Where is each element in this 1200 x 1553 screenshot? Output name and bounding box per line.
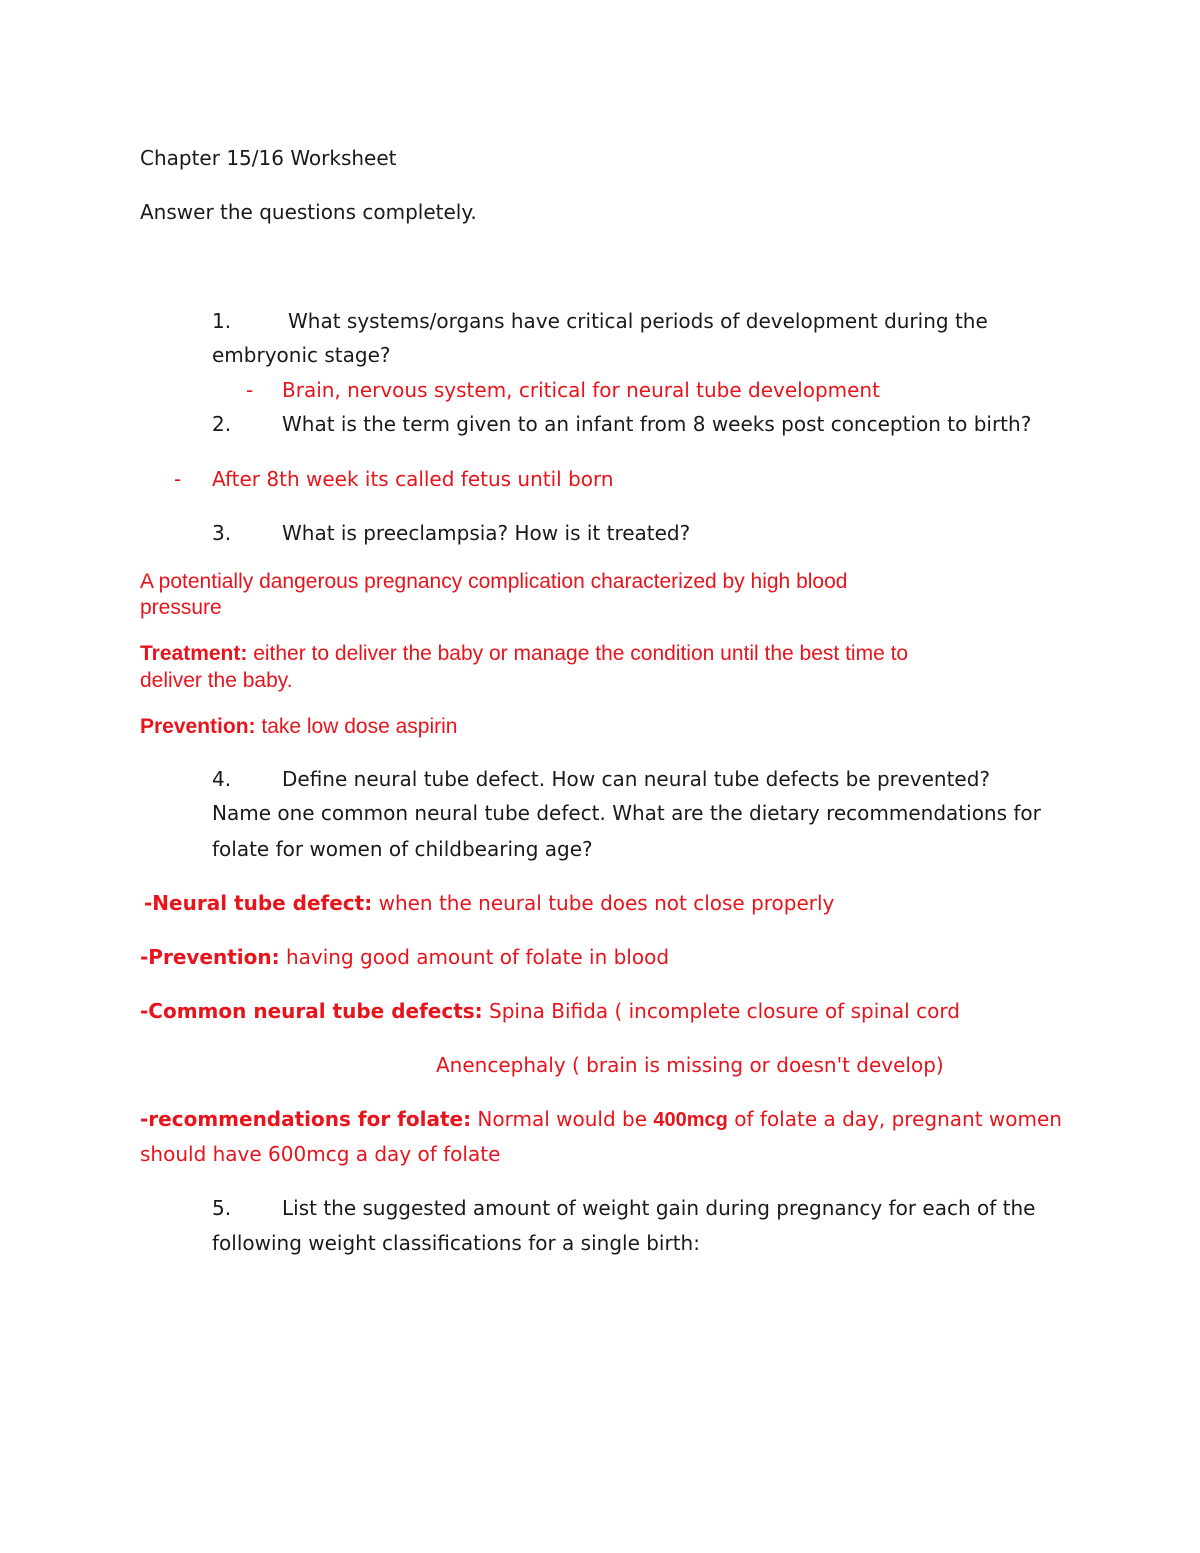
question-text: Define neural tube defect. How can neural tube defects be prevented? xyxy=(282,767,991,791)
answer-3-definition-continued: pressure xyxy=(140,596,222,619)
question-number: 2. xyxy=(212,412,232,436)
answer-3-prevention xyxy=(140,715,457,739)
answer-label: -Common neural tube defects: xyxy=(140,999,483,1023)
question-4-continued: Name one common neural tube defect. What are the dietary recommendations for xyxy=(212,801,1041,825)
question-number: 3. xyxy=(212,521,232,545)
answer-4-common-defects xyxy=(140,999,960,1023)
answer-text: After 8th week its called fetus until born xyxy=(212,467,614,491)
folate-amount: 400mcg xyxy=(653,1109,728,1131)
answer-3-definition: A potentially dangerous pregnancy complication characterized by high blood xyxy=(140,570,848,593)
answer-4-folate-continued: should have 600mcg a day of folate xyxy=(140,1142,501,1166)
prevention-label: Prevention: xyxy=(140,715,256,738)
question-text: List the suggested amount of weight gain during pregnancy for each of the xyxy=(282,1196,1036,1220)
question-2 xyxy=(212,412,1031,436)
answer-4-common-defects-continued: Anencephaly ( brain is missing or doesn't develop) xyxy=(436,1053,944,1077)
page-title: Chapter 15/16 Worksheet xyxy=(140,146,397,170)
question-3 xyxy=(212,521,690,545)
answer-text: when the neural tube does not close properly xyxy=(372,891,835,915)
question-5 xyxy=(212,1196,1035,1220)
answer-text: of folate a day, pregnant women xyxy=(727,1107,1062,1131)
answer-text: Brain, nervous system, critical for neural tube development xyxy=(282,378,880,402)
answer-4-folate xyxy=(140,1107,1062,1132)
question-1-continued: embryonic stage? xyxy=(212,343,391,367)
answer-3-treatment-continued: deliver the baby. xyxy=(140,669,293,692)
answer-dash: - xyxy=(246,378,254,402)
answer-text: Spina Bifida ( incomplete closure of spinal cord xyxy=(482,999,960,1023)
question-text: What systems/organs have critical periods of development during the xyxy=(288,309,988,333)
question-4-continued-2: folate for women of childbearing age? xyxy=(212,837,593,861)
answer-4-prevention xyxy=(140,945,669,969)
answer-2 xyxy=(174,467,614,491)
answer-text: Normal would be xyxy=(471,1107,654,1131)
question-1 xyxy=(212,309,988,333)
question-number: 5. xyxy=(212,1196,232,1220)
question-number: 4. xyxy=(212,767,232,791)
treatment-text: either to deliver the baby or manage the condition until the best time to xyxy=(247,642,909,665)
answer-dash: - xyxy=(174,467,182,491)
question-5-continued: following weight classifications for a single birth: xyxy=(212,1231,700,1255)
instructions: Answer the questions completely. xyxy=(140,200,477,224)
prevention-text: take low dose aspirin xyxy=(255,715,458,738)
answer-4-definition xyxy=(144,891,834,915)
treatment-label: Treatment: xyxy=(140,642,248,665)
answer-label: -Neural tube defect: xyxy=(144,891,373,915)
question-number: 1. xyxy=(212,309,232,333)
answer-3-treatment xyxy=(140,642,908,666)
answer-label: -recommendations for folate: xyxy=(140,1107,472,1131)
answer-label: -Prevention: xyxy=(140,945,280,969)
question-text: What is preeclampsia? How is it treated? xyxy=(282,521,691,545)
answer-1 xyxy=(246,378,880,402)
question-4 xyxy=(212,767,990,791)
question-text: What is the term given to an infant from 8 weeks post conception to birth? xyxy=(282,412,1032,436)
answer-text: having good amount of folate in blood xyxy=(279,945,670,969)
